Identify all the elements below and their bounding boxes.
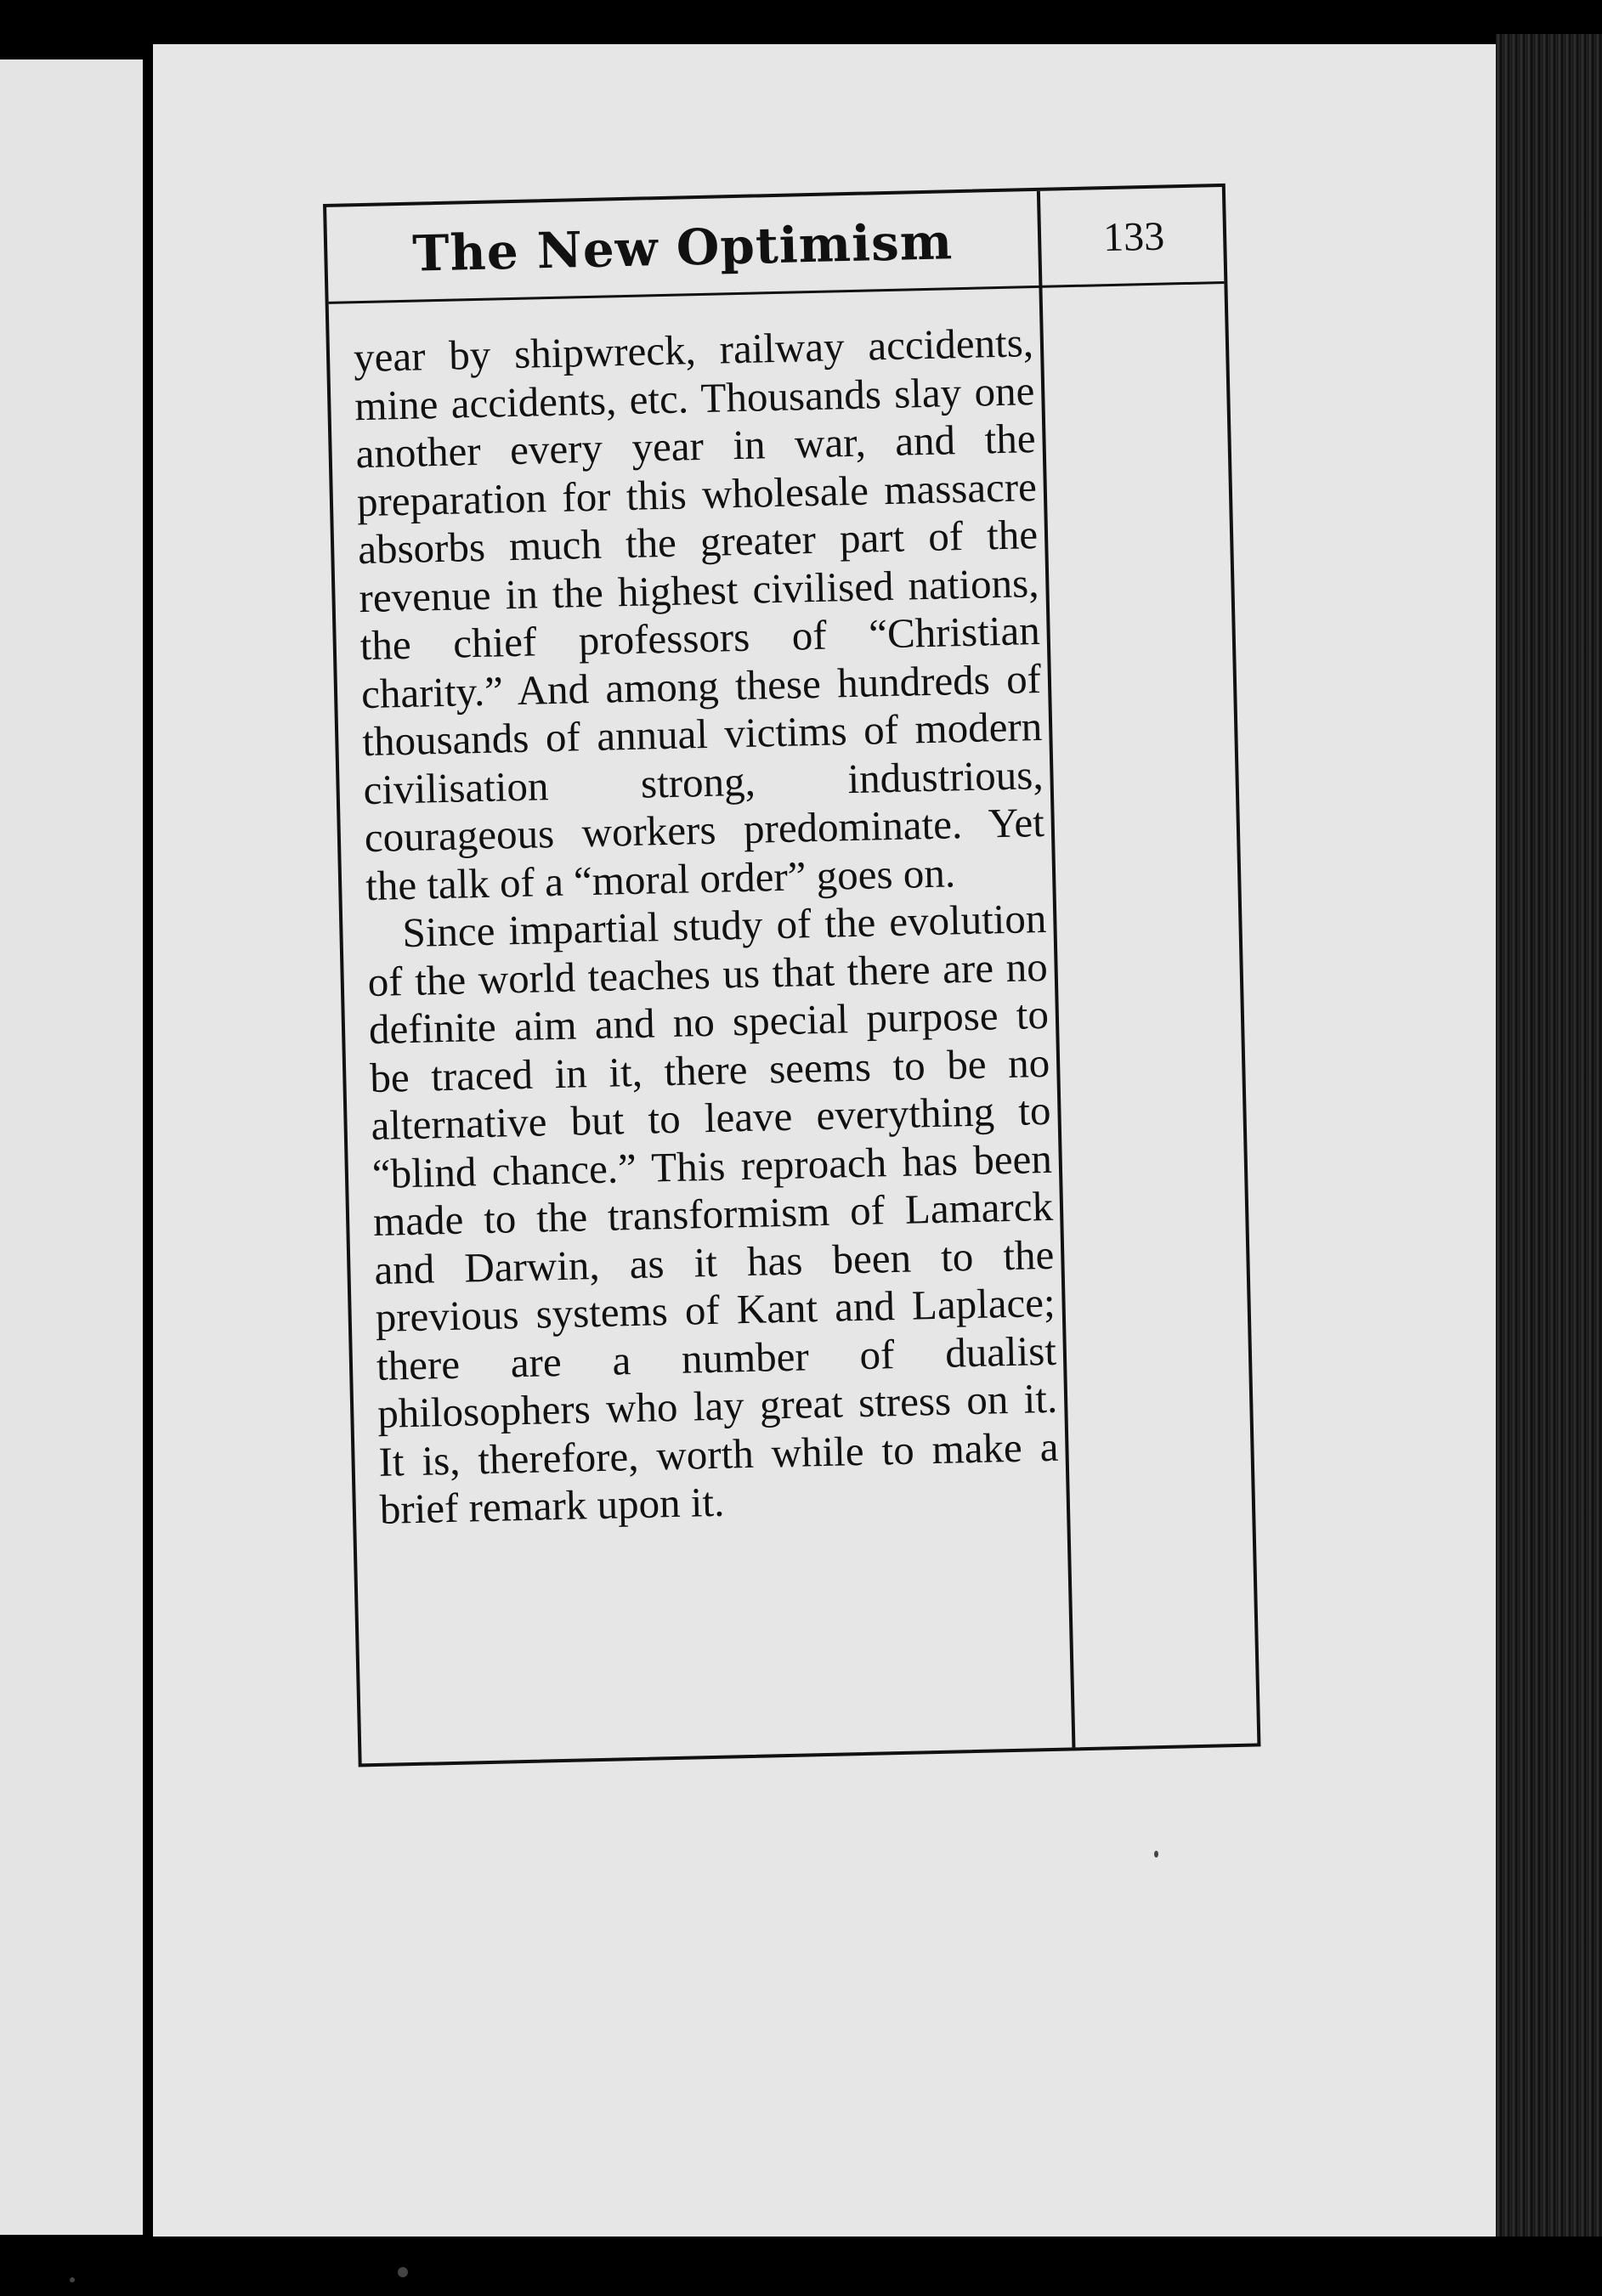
dust-speck: [1154, 1851, 1158, 1858]
book-spine-edge: [1496, 34, 1602, 2260]
text-frame: [323, 184, 1260, 1767]
dust-speck: [70, 2277, 75, 2282]
page-header: [326, 187, 1224, 304]
bottom-margin: [0, 2237, 1602, 2296]
page-number: 133: [1102, 213, 1165, 261]
dust-speck: [398, 2267, 408, 2277]
paragraph: Since impartial study of the evolution of the world teaches us that there are no definite aim and no special purpose to be traced in it, there seems to be no alternative but to leave everything to “blind chance.” This reproach has been made to the transformism of Lamarck and Darwin, as it has been to the previous systems of Kant and Laplace; there are a number of dualist philosophers who lay great stress on it. It is, therefore, worth while to make a brief remark upon it.: [367, 894, 1060, 1533]
body-text: [353, 319, 1060, 1534]
left-page-edge: [0, 59, 143, 2235]
running-title: The New Optimism: [411, 212, 954, 283]
paragraph: year by shipwreck, railway accidents, mine accidents, etc. Thousands slay one another every year in war, and the preparation for this wholesale massacre absorbs much the greater part of the revenue in the highest civilised nations, the chief professors of “Christian charity.” And among these hundreds of thousands of annual victims of modern civilisation strong, industrious, courageous workers predominate. Yet the talk of a “moral order” goes on.: [353, 319, 1045, 909]
